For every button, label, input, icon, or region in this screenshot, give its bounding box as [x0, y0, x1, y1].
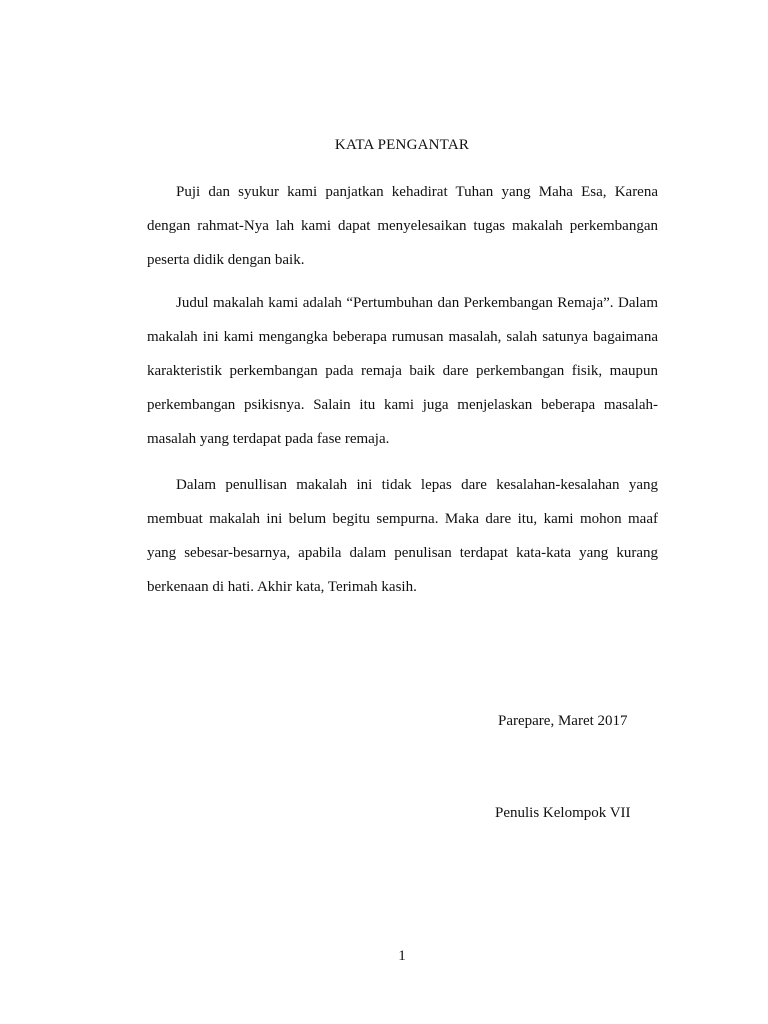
page-title: KATA PENGANTAR — [334, 137, 470, 153]
page-number: 1 — [398, 948, 406, 964]
author-signature: Penulis Kelompok VII — [495, 805, 631, 821]
paragraph-3: Dalam penullisan makalah ini tidak lepas dare kesalahan-kesalahan yang membuat makalah ini belum begitu sempurna. Maka dare itu, kami mohon maaf yang sebesar-besarnya, apabila dalam penulisan terdapat kata-kata yang kurang berkenaan di hati. Akhir kata, Terimah kasih. — [147, 477, 658, 595]
place-date: Parepare, Maret 2017 — [498, 713, 628, 729]
paragraph-2: Judul makalah kami adalah “Pertumbuhan dan Perkembangan Remaja”. Dalam makalah ini kami mengangka beberapa rumusan masalah, salah satunya bagaimana karakteristik perkembangan pada remaja baik dare perkembangan fisik, maupun perkembangan psikisnya. Salain itu kami juga menjelaskan beberapa masalah-masalah yang terdapat pada fase remaja. — [147, 295, 658, 447]
paragraph-1: Puji dan syukur kami panjatkan kehadirat Tuhan yang Maha Esa, Karena dengan rahmat-Nya lah kami dapat menyelesaikan tugas makalah perkembangan peserta didik dengan baik. — [147, 184, 658, 268]
